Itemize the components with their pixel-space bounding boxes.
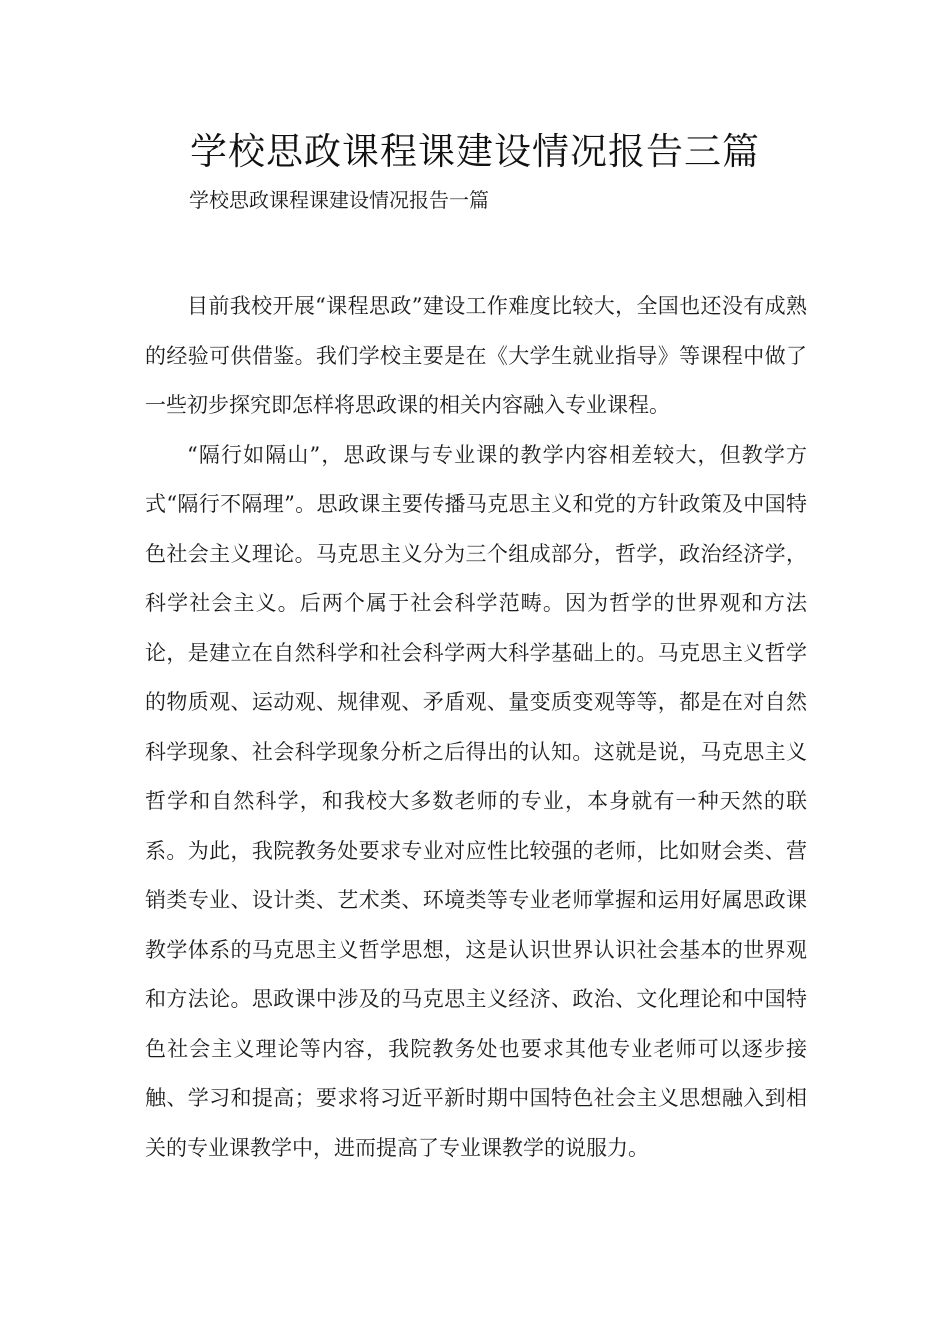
document-subtitle: 学校思政课程课建设情况报告一篇 [189,188,489,212]
document-title: 学校思政课程课建设情况报告三篇 [190,130,760,173]
paragraph-2: “隔行如隔山”，思政课与专业课的教学内容相差较大，但教学方式“隔行不隔理”。思政课主要传播马克思主义和党的方针政策及中国特色社会主义理论。马克思主义分为三个组成部分，哲学，政治经济学，科学社会主义。后两个属于社会科学范畴。因为哲学的世界观和方法论，是建立在自然科学和社会科学两大科学基础上的。马克思主义哲学的物质观、运动观、规律观、矛盾观、量变质变观等等，都是在对自然科学现象、社会科学现象分析之后得出的认知。这就是说，马克思主义哲学和自然科学，和我校大多数老师的专业，本身就有一种天然的联系。为此，我院教务处要求专业对应性比较强的老师，比如财会类、营销类专业、设计类、艺术类、环境类等专业老师掌握和运用好属思政课教学体系的马克思主义哲学思想，这是认识世界认识社会基本的世界观和方法论。思政课中涉及的马克思主义经济、政治、文化理论和中国特色社会主义理论等内容，我院教务处也要求其他专业老师可以逐步接触、学习和提高；要求将习近平新时期中国特色社会主义思想融入到相关的专业课教学中，进而提高了专业课教学的说服力。 [145,442,807,1160]
paragraph-1: 目前我校开展“课程思政”建设工作难度比较大，全国也还没有成熟的经验可供借鉴。我们学校主要是在《大学生就业指导》等课程中做了一些初步探究即怎样将思政课的相关内容融入专业课程。 [145,294,807,417]
document-body [145,282,807,1173]
